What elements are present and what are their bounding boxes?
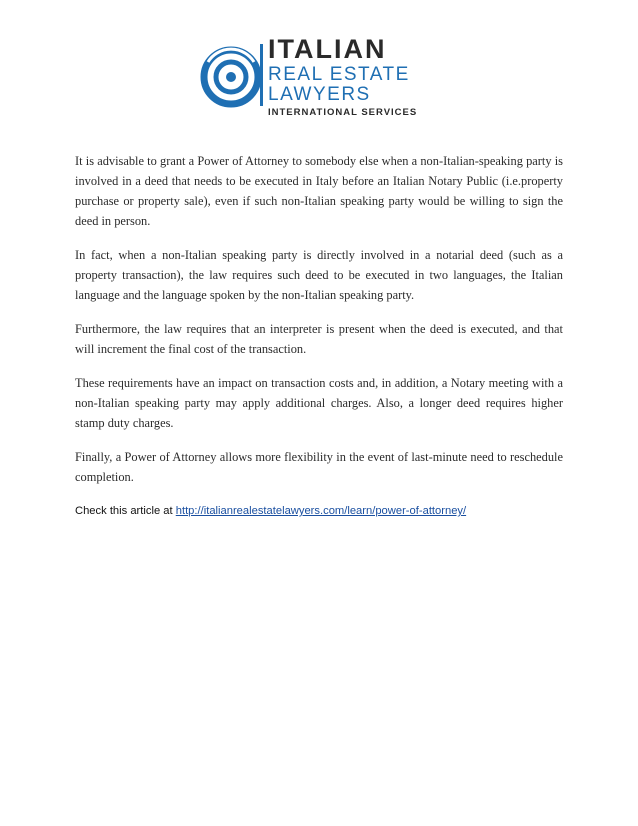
paragraph-1: It is advisable to grant a Power of Attorney to somebody else when a non-Italian-speaking party is involved in a deed that needs to be executed in Italy before an Italian Notary Public (i.e.property purchase or property sale), even if such non-Italian speaking party would be willing to sign the deed in person. [75,154,563,228]
logo-line-real-estate: REAL ESTATE [268,64,410,85]
paragraph-3: Furthermore, the law requires that an interpreter is present when the deed is executed, and that will increment the final cost of the transaction. [75,322,563,356]
logo-line-lawyers: LAWYERS [268,84,371,105]
company-logo [200,36,440,116]
article-prefix: Check this article at [75,505,176,517]
paragraph-4: These requirements have an impact on transaction costs and, in addition, a Notary meeting with a non-Italian speaking party may apply additional charges. Also, a longer deed requires higher stamp duty charges. [75,376,563,430]
document-body [75,151,563,517]
paragraph-5: Finally, a Power of Attorney allows more flexibility in the event of last-minute need to reschedule completion. [75,450,563,484]
logo-swirl-icon [200,42,262,112]
logo-line-international-services: INTERNATIONAL SERVICES [268,107,418,118]
logo-line-italian: ITALIAN [268,34,387,64]
paragraph-2: In fact, when a non-Italian speaking party is directly involved in a notarial deed (such as a property transaction), the law requires such deed to be executed in two languages, the Italian language and the language spoken by the non-Italian speaking party. [75,248,563,302]
logo-wordmark [268,36,417,118]
article-link[interactable]: http://italianrealestatelawyers.com/learn/power-of-attorney/ [175,505,467,517]
article-reference [75,505,563,517]
logo-divider [260,44,263,106]
